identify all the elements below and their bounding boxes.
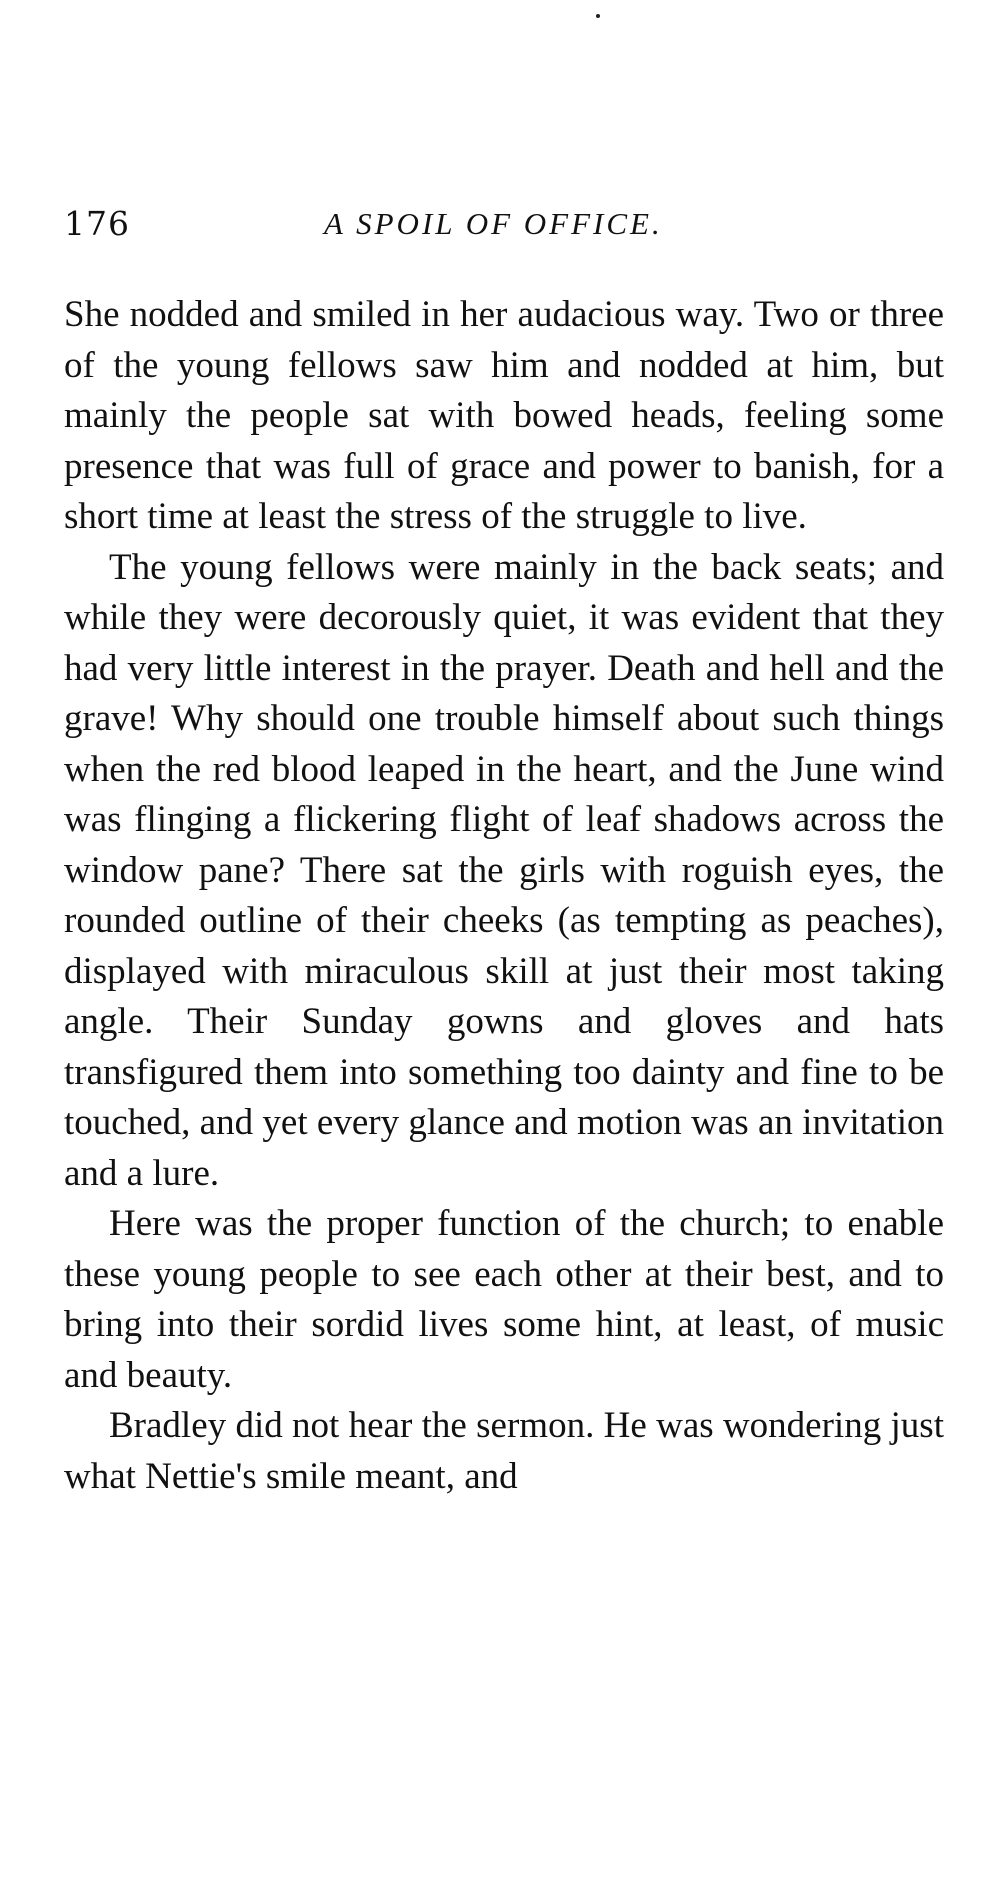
- body-text: [64, 290, 944, 1502]
- paragraph: The young fellows were mainly in the back seats; and while they were decorously quiet, it was evident that they had very little interest in the prayer. Death and hell and the grave! Why should one trouble himself about such things when the red blood leaped in the heart, and the June wind was flinging a flickering flight of leaf shadows across the window pane? There sat the girls with roguish eyes, the rounded outline of their cheeks (as tempting as peaches), displayed with miraculous skill at just their most taking angle. Their Sunday gowns and gloves and hats transfigured them into something too dainty and fine to be touched, and yet every glance and motion was an invitation and a lure.: [64, 546, 944, 1194]
- page-number: 176: [64, 204, 130, 243]
- paragraph: She nodded and smiled in her audacious way. Two or three of the young fellows saw him and nodded at him, but mainly the people sat with bowed heads, feeling some presence that was full of grace and power to banish, for a short time at least the stress of the struggle to live.: [64, 294, 944, 537]
- ink-speck: [596, 14, 600, 18]
- running-title: A SPOIL OF OFFICE.: [324, 206, 663, 241]
- paragraph: Bradley did not hear the sermon. He was wondering just what Nettie's smile meant, and: [64, 1405, 944, 1497]
- paragraph: Here was the proper function of the church; to enable these young people to see each other at their best, and to bring into their sordid lives some hint, at least, of music and beauty.: [64, 1203, 944, 1396]
- page-header: [64, 200, 950, 250]
